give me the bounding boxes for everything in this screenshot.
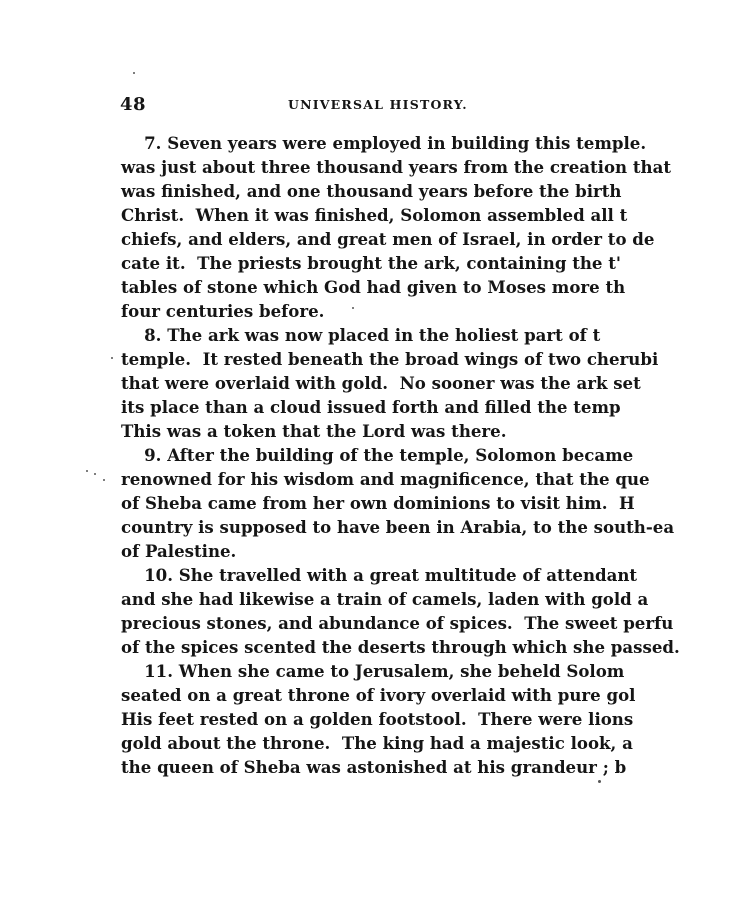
scan-speck: [133, 72, 135, 74]
text-line: and she had likewise a train of camels, laden with gold a: [121, 589, 649, 609]
text-line: renowned for his wisdom and magnificence, that the que: [121, 469, 650, 489]
text-line: This was a token that the Lord was there.: [121, 421, 507, 441]
scan-speck: [111, 357, 113, 359]
text-line: 8. The ark was now placed in the holiest part of t: [121, 325, 601, 345]
page-number: 48: [120, 94, 147, 115]
text-line: its place than a cloud issued forth and filled the temp: [121, 397, 621, 417]
text-line: 10. She travelled with a great multitude of attendant: [121, 565, 638, 585]
page-header: [120, 94, 620, 120]
text-line: of the spices scented the deserts through which she passed.: [121, 637, 680, 657]
text-line: of Sheba came from her own dominions to visit him. H: [121, 493, 635, 513]
text-line: seated on a great throne of ivory overlaid with pure gol: [121, 685, 636, 705]
text-line: was finished, and one thousand years before the birth: [121, 181, 622, 201]
text-line: Christ. When it was finished, Solomon assembled all t: [121, 205, 628, 225]
scan-speck: [86, 470, 88, 472]
text-line: 7. Seven years were employed in building this temple.: [121, 133, 647, 153]
text-line: four centuries before.: [121, 301, 325, 321]
scan-speck: [598, 780, 601, 783]
scan-speck: [94, 473, 96, 475]
text-line: was just about three thousand years from the creation that: [121, 157, 672, 177]
running-head: UNIVERSAL HISTORY.: [288, 97, 468, 112]
text-line: 11. When she came to Jerusalem, she beheld Solom: [121, 661, 625, 681]
text-line: country is supposed to have been in Arabia, to the south-ea: [121, 517, 675, 537]
text-line: temple. It rested beneath the broad wings of two cherubi: [121, 349, 659, 369]
scan-speck: [352, 307, 354, 309]
text-line: 9. After the building of the temple, Solomon became: [121, 445, 634, 465]
text-line: the queen of Sheba was astonished at his grandeur ; b: [121, 757, 627, 777]
text-line: that were overlaid with gold. No sooner was the ark set: [121, 373, 641, 393]
text-line: chiefs, and elders, and great men of Israel, in order to de: [121, 229, 655, 249]
text-line: His feet rested on a golden footstool. There were lions: [121, 709, 634, 729]
text-line: precious stones, and abundance of spices. The sweet perfu: [121, 613, 674, 633]
text-line: of Palestine.: [121, 541, 237, 561]
scan-speck: [103, 479, 105, 481]
text-line: gold about the throne. The king had a majestic look, a: [121, 733, 633, 753]
text-line: tables of stone which God had given to Moses more th: [121, 277, 626, 297]
text-line: cate it. The priests brought the ark, containing the t': [121, 253, 622, 273]
